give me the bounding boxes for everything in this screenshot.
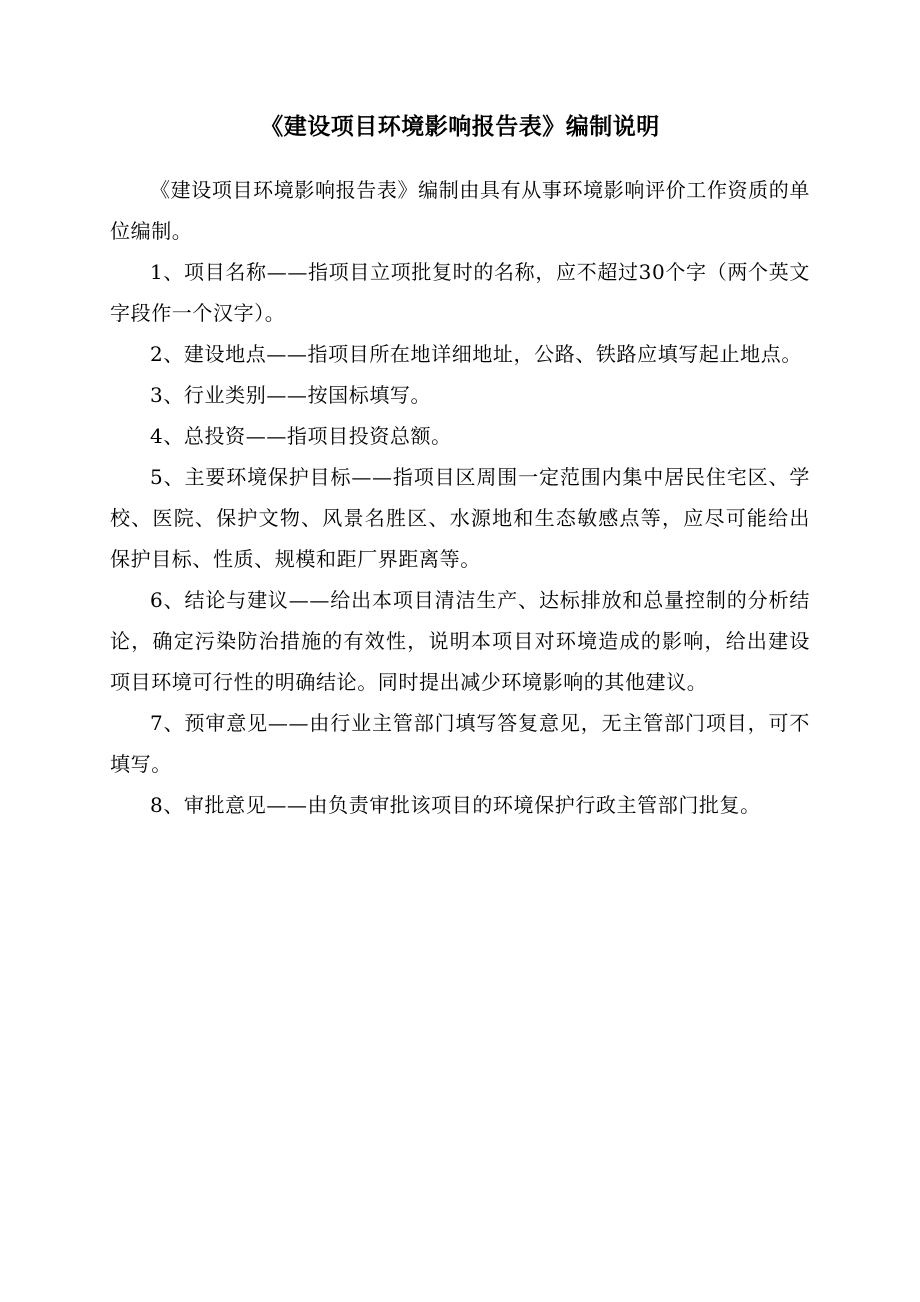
item-preliminary-review: 7、预审意见——由行业主管部门填写答复意见，无主管部门项目，可不填写。	[110, 711, 810, 776]
intro-paragraph: 《建设项目环境影响报告表》编制由具有从事环境影响评价工作资质的单位编制。	[110, 178, 810, 243]
item-construction-site: 2、建设地点——指项目所在地详细地址，公路、铁路应填写起止地点。	[150, 342, 802, 366]
document-title: 《建设项目环境影响报告表》编制说明	[260, 114, 660, 140]
item-approval-opinion: 8、审批意见——由负责审批该项目的环境保护行政主管部门批复。	[150, 793, 761, 817]
item-conclusions: 6、结论与建议——给出本项目清洁生产、达标排放和总量控制的分析结论，确定污染防治措施的有效性，说明本项目对环境造成的影响，给出建设项目环境可行性的明确结论。同时提出减少环境影响的其他建议。	[110, 588, 810, 694]
item-industry-category: 3、行业类别——按国标填写。	[150, 383, 432, 407]
item-total-investment: 4、总投资——指项目投资总额。	[150, 424, 452, 448]
document-body	[110, 170, 810, 826]
item-protection-targets: 5、主要环境保护目标——指项目区周围一定范围内集中居民住宅区、学校、医院、保护文物、风景名胜区、水源地和生态敏感点等，应尽可能给出保护目标、性质、规模和距厂界距离等。	[110, 465, 810, 571]
item-project-name: 1、项目名称——指项目立项批复时的名称，应不超过30个字（两个英文字段作一个汉字）。	[110, 260, 810, 325]
